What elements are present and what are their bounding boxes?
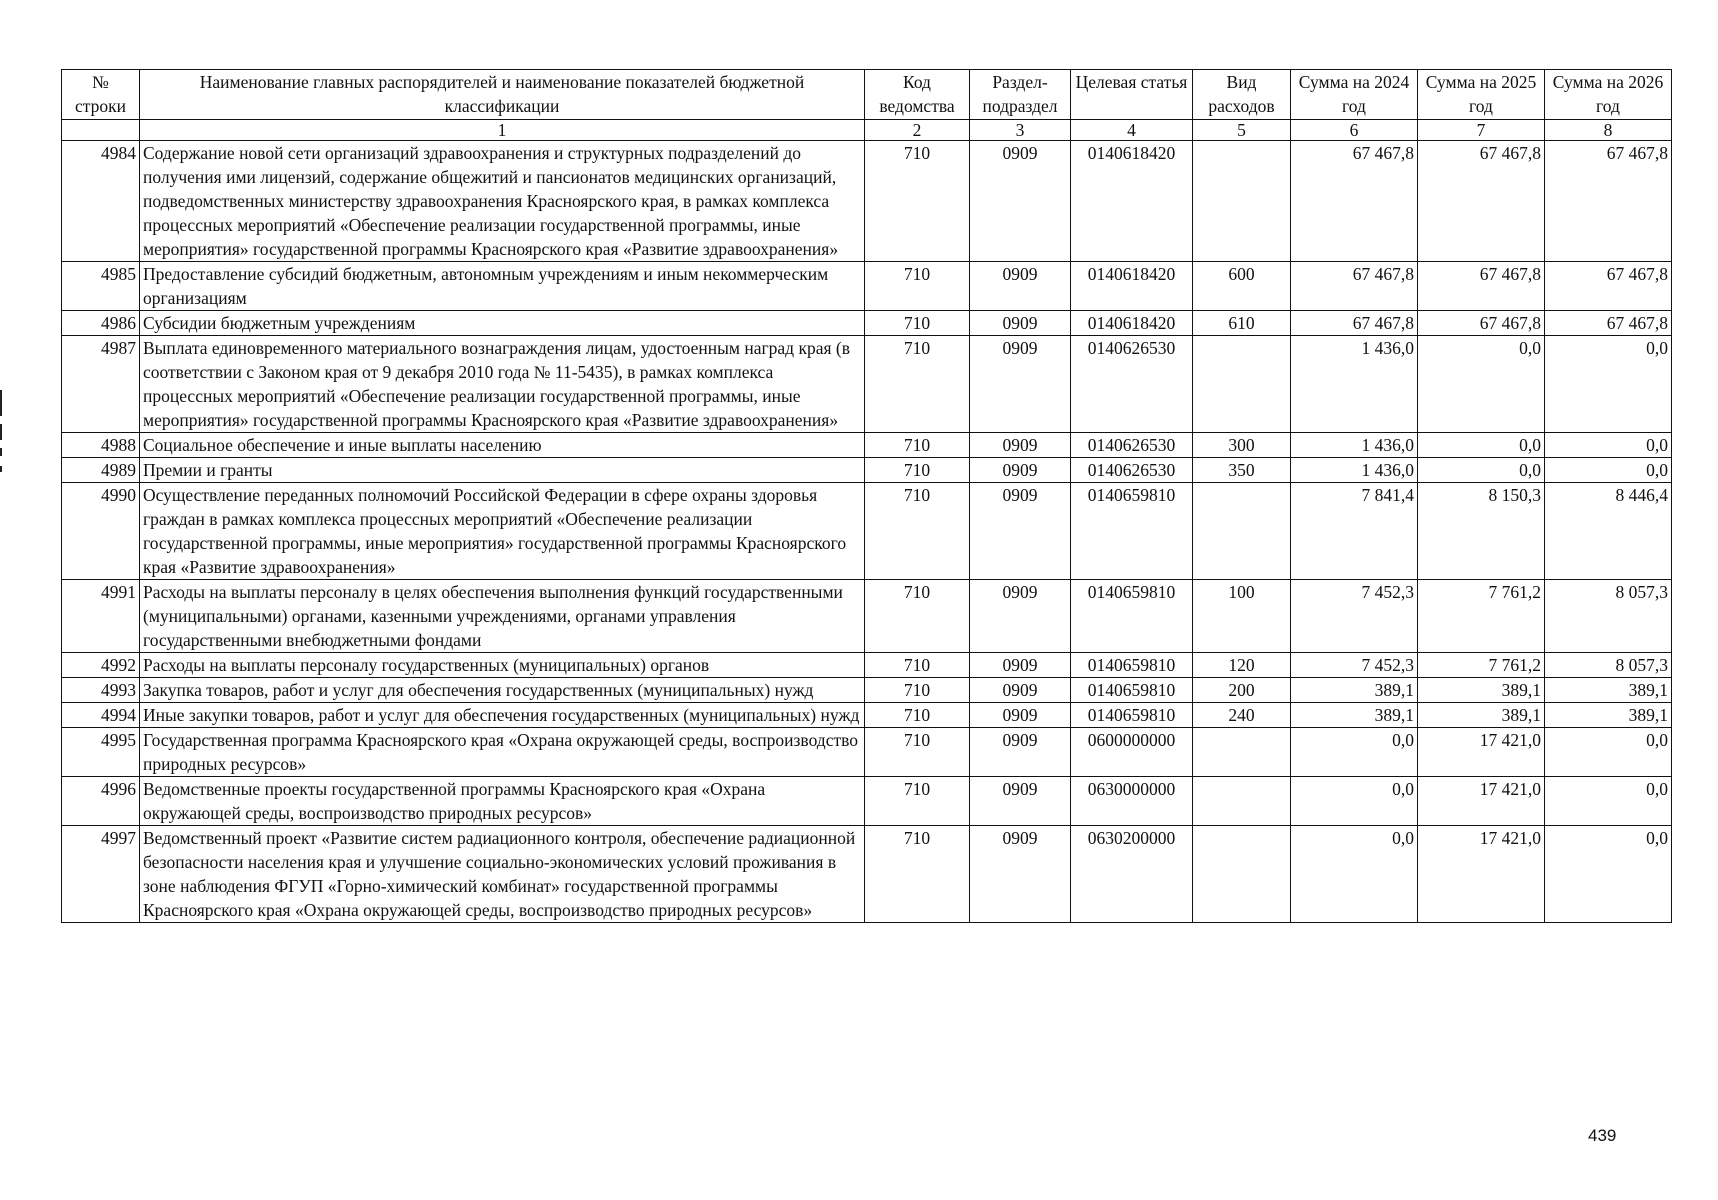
table-row — [62, 141, 1672, 262]
header-name: Наименование главных распорядителей и наименование показателей бюджетной классификации — [140, 70, 865, 120]
row-dept-code: 710 — [865, 580, 970, 653]
row-name: Премии и гранты — [140, 458, 865, 483]
row-target: 0140659810 — [1071, 678, 1193, 703]
table-row — [62, 458, 1672, 483]
row-target: 0140626530 — [1071, 336, 1193, 433]
header-sum-2024: Сумма на 2024 год — [1291, 70, 1418, 120]
row-expense-type: 610 — [1193, 311, 1291, 336]
row-expense-type: 100 — [1193, 580, 1291, 653]
row-number: 4993 — [62, 678, 140, 703]
table-row — [62, 653, 1672, 678]
row-name: Ведомственные проекты государственной программы Красноярского края «Охрана окружающей среды, воспроизводство природных ресурсов» — [140, 777, 865, 826]
row-sum-2026: 0,0 — [1545, 728, 1672, 777]
row-target: 0140659810 — [1071, 580, 1193, 653]
row-sum-2025: 0,0 — [1418, 433, 1545, 458]
row-target: 0140659810 — [1071, 703, 1193, 728]
row-target: 0140618420 — [1071, 141, 1193, 262]
row-name: Расходы на выплаты персоналу в целях обеспечения выполнения функций государственными (муниципальными) органами, казенными учреждениями, органами управления государственными внебюджетными фондами — [140, 580, 865, 653]
column-number: 8 — [1545, 120, 1672, 141]
row-section: 0909 — [970, 777, 1071, 826]
row-sum-2026: 8 057,3 — [1545, 580, 1672, 653]
row-expense-type: 600 — [1193, 262, 1291, 311]
row-expense-type — [1193, 141, 1291, 262]
row-sum-2026: 8 057,3 — [1545, 653, 1672, 678]
row-expense-type: 200 — [1193, 678, 1291, 703]
column-number: 4 — [1071, 120, 1193, 141]
column-number: 7 — [1418, 120, 1545, 141]
row-target: 0140626530 — [1071, 433, 1193, 458]
table-row — [62, 777, 1672, 826]
row-target: 0630000000 — [1071, 777, 1193, 826]
row-name: Расходы на выплаты персоналу государственных (муниципальных) органов — [140, 653, 865, 678]
row-section: 0909 — [970, 458, 1071, 483]
row-number: 4987 — [62, 336, 140, 433]
row-sum-2024: 67 467,8 — [1291, 141, 1418, 262]
row-number: 4988 — [62, 433, 140, 458]
row-section: 0909 — [970, 653, 1071, 678]
row-name: Социальное обеспечение и иные выплаты населению — [140, 433, 865, 458]
row-target: 0140659810 — [1071, 483, 1193, 580]
row-expense-type — [1193, 826, 1291, 923]
page-number: 439 — [1588, 1126, 1617, 1145]
table-row — [62, 728, 1672, 777]
row-sum-2024: 389,1 — [1291, 703, 1418, 728]
row-sum-2024: 7 452,3 — [1291, 653, 1418, 678]
row-sum-2026: 0,0 — [1545, 336, 1672, 433]
row-section: 0909 — [970, 728, 1071, 777]
row-expense-type: 120 — [1193, 653, 1291, 678]
row-dept-code: 710 — [865, 703, 970, 728]
row-sum-2025: 0,0 — [1418, 458, 1545, 483]
header-section: Раздел-подраздел — [970, 70, 1071, 120]
column-number: 3 — [970, 120, 1071, 141]
row-target: 0140618420 — [1071, 311, 1193, 336]
row-number: 4994 — [62, 703, 140, 728]
row-sum-2025: 17 421,0 — [1418, 826, 1545, 923]
row-name: Иные закупки товаров, работ и услуг для обеспечения государственных (муниципальных) нужд — [140, 703, 865, 728]
row-number: 4990 — [62, 483, 140, 580]
row-sum-2026: 0,0 — [1545, 777, 1672, 826]
column-number-row — [62, 120, 1672, 141]
row-sum-2026: 389,1 — [1545, 703, 1672, 728]
row-sum-2024: 0,0 — [1291, 728, 1418, 777]
row-expense-type — [1193, 336, 1291, 433]
row-sum-2026: 0,0 — [1545, 458, 1672, 483]
column-number: 2 — [865, 120, 970, 141]
row-sum-2024: 67 467,8 — [1291, 262, 1418, 311]
row-name: Субсидии бюджетным учреждениям — [140, 311, 865, 336]
row-section: 0909 — [970, 141, 1071, 262]
table-row — [62, 311, 1672, 336]
row-dept-code: 710 — [865, 141, 970, 262]
row-sum-2025: 17 421,0 — [1418, 777, 1545, 826]
row-name: Осуществление переданных полномочий Российской Федерации в сфере охраны здоровья граждан в рамках комплекса процессных мероприятий «Обеспечение реализации государственной программы, иные мероприятия» государственной программы Красноярского края «Развитие здравоохранения» — [140, 483, 865, 580]
row-target: 0140618420 — [1071, 262, 1193, 311]
header-target: Целевая статья — [1071, 70, 1193, 120]
row-name: Выплата единовременного материального вознаграждения лицам, удостоенным наград края (в соответствии с Законом края от 9 декабря 2010 года № 11-5435), в рамках комплекса процессных мероприятий «Обеспечение реализации государственной программы, иные мероприятия» государственной программы Красноярского края «Развитие здравоохранения» — [140, 336, 865, 433]
row-target: 0140659810 — [1071, 653, 1193, 678]
row-dept-code: 710 — [865, 653, 970, 678]
row-sum-2026: 8 446,4 — [1545, 483, 1672, 580]
row-dept-code: 710 — [865, 458, 970, 483]
row-expense-type — [1193, 777, 1291, 826]
row-name: Государственная программа Красноярского края «Охрана окружающей среды, воспроизводство природных ресурсов» — [140, 728, 865, 777]
row-sum-2025: 7 761,2 — [1418, 653, 1545, 678]
column-number: 6 — [1291, 120, 1418, 141]
row-dept-code: 710 — [865, 826, 970, 923]
row-number: 4995 — [62, 728, 140, 777]
row-number: 4989 — [62, 458, 140, 483]
row-sum-2024: 389,1 — [1291, 678, 1418, 703]
row-section: 0909 — [970, 678, 1071, 703]
row-number: 4992 — [62, 653, 140, 678]
row-expense-type — [1193, 728, 1291, 777]
column-number: 1 — [140, 120, 865, 141]
row-number: 4985 — [62, 262, 140, 311]
header-row-no: № строки — [62, 70, 140, 120]
table-row — [62, 678, 1672, 703]
table-row — [62, 262, 1672, 311]
row-sum-2025: 389,1 — [1418, 703, 1545, 728]
row-section: 0909 — [970, 580, 1071, 653]
row-section: 0909 — [970, 483, 1071, 580]
table-row — [62, 336, 1672, 433]
table-row — [62, 483, 1672, 580]
row-section: 0909 — [970, 703, 1071, 728]
row-name: Предоставление субсидий бюджетным, автономным учреждениям и иным некоммерческим организациям — [140, 262, 865, 311]
row-number: 4986 — [62, 311, 140, 336]
row-sum-2024: 1 436,0 — [1291, 458, 1418, 483]
table-header-row — [62, 70, 1672, 120]
header-dept-code: Код ведомства — [865, 70, 970, 120]
row-section: 0909 — [970, 336, 1071, 433]
row-sum-2024: 1 436,0 — [1291, 433, 1418, 458]
row-sum-2024: 0,0 — [1291, 826, 1418, 923]
column-number — [62, 120, 140, 141]
row-sum-2024: 67 467,8 — [1291, 311, 1418, 336]
row-name: Закупка товаров, работ и услуг для обеспечения государственных (муниципальных) нужд — [140, 678, 865, 703]
row-expense-type: 240 — [1193, 703, 1291, 728]
header-expense-type: Вид расходов — [1193, 70, 1291, 120]
row-dept-code: 710 — [865, 777, 970, 826]
row-number: 4984 — [62, 141, 140, 262]
scan-edge-marks — [0, 390, 6, 480]
row-sum-2026: 0,0 — [1545, 826, 1672, 923]
row-sum-2025: 8 150,3 — [1418, 483, 1545, 580]
row-section: 0909 — [970, 826, 1071, 923]
row-target: 0630200000 — [1071, 826, 1193, 923]
table-row — [62, 433, 1672, 458]
row-target: 0140626530 — [1071, 458, 1193, 483]
row-expense-type: 350 — [1193, 458, 1291, 483]
header-sum-2026: Сумма на 2026 год — [1545, 70, 1672, 120]
row-target: 0600000000 — [1071, 728, 1193, 777]
row-name: Ведомственный проект «Развитие систем радиационного контроля, обеспечение радиационной безопасности населения края и улучшение социально-экономических условий проживания в зоне наблюдения ФГУП «Горно-химический комбинат» государственной программы Красноярского края «Охрана окружающей среды, воспроизводство природных ресурсов» — [140, 826, 865, 923]
row-number: 4997 — [62, 826, 140, 923]
row-sum-2026: 67 467,8 — [1545, 311, 1672, 336]
row-sum-2025: 0,0 — [1418, 336, 1545, 433]
row-dept-code: 710 — [865, 728, 970, 777]
row-expense-type: 300 — [1193, 433, 1291, 458]
row-section: 0909 — [970, 433, 1071, 458]
row-dept-code: 710 — [865, 433, 970, 458]
row-sum-2025: 67 467,8 — [1418, 262, 1545, 311]
row-sum-2026: 67 467,8 — [1545, 262, 1672, 311]
row-section: 0909 — [970, 311, 1071, 336]
row-sum-2026: 389,1 — [1545, 678, 1672, 703]
column-number: 5 — [1193, 120, 1291, 141]
row-number: 4991 — [62, 580, 140, 653]
row-dept-code: 710 — [865, 678, 970, 703]
row-sum-2026: 67 467,8 — [1545, 141, 1672, 262]
row-sum-2024: 7 452,3 — [1291, 580, 1418, 653]
row-dept-code: 710 — [865, 483, 970, 580]
row-number: 4996 — [62, 777, 140, 826]
row-sum-2025: 67 467,8 — [1418, 311, 1545, 336]
table-row — [62, 580, 1672, 653]
row-sum-2026: 0,0 — [1545, 433, 1672, 458]
row-section: 0909 — [970, 262, 1071, 311]
header-sum-2025: Сумма на 2025 год — [1418, 70, 1545, 120]
row-sum-2025: 7 761,2 — [1418, 580, 1545, 653]
budget-table — [61, 69, 1672, 923]
row-dept-code: 710 — [865, 262, 970, 311]
row-expense-type — [1193, 483, 1291, 580]
row-dept-code: 710 — [865, 311, 970, 336]
row-sum-2025: 389,1 — [1418, 678, 1545, 703]
row-sum-2025: 17 421,0 — [1418, 728, 1545, 777]
row-sum-2024: 7 841,4 — [1291, 483, 1418, 580]
row-sum-2025: 67 467,8 — [1418, 141, 1545, 262]
row-dept-code: 710 — [865, 336, 970, 433]
table-row — [62, 703, 1672, 728]
row-sum-2024: 0,0 — [1291, 777, 1418, 826]
table-row — [62, 826, 1672, 923]
row-sum-2024: 1 436,0 — [1291, 336, 1418, 433]
row-name: Содержание новой сети организаций здравоохранения и структурных подразделений до получения ими лицензий, содержание общежитий и пансионатов медицинских организаций, подведомственных министерству здравоохранения Красноярского края, в рамках комплекса процессных мероприятий «Обеспечение реализации государственной программы, иные мероприятия» государственной программы Красноярского края «Развитие здравоохранения» — [140, 141, 865, 262]
